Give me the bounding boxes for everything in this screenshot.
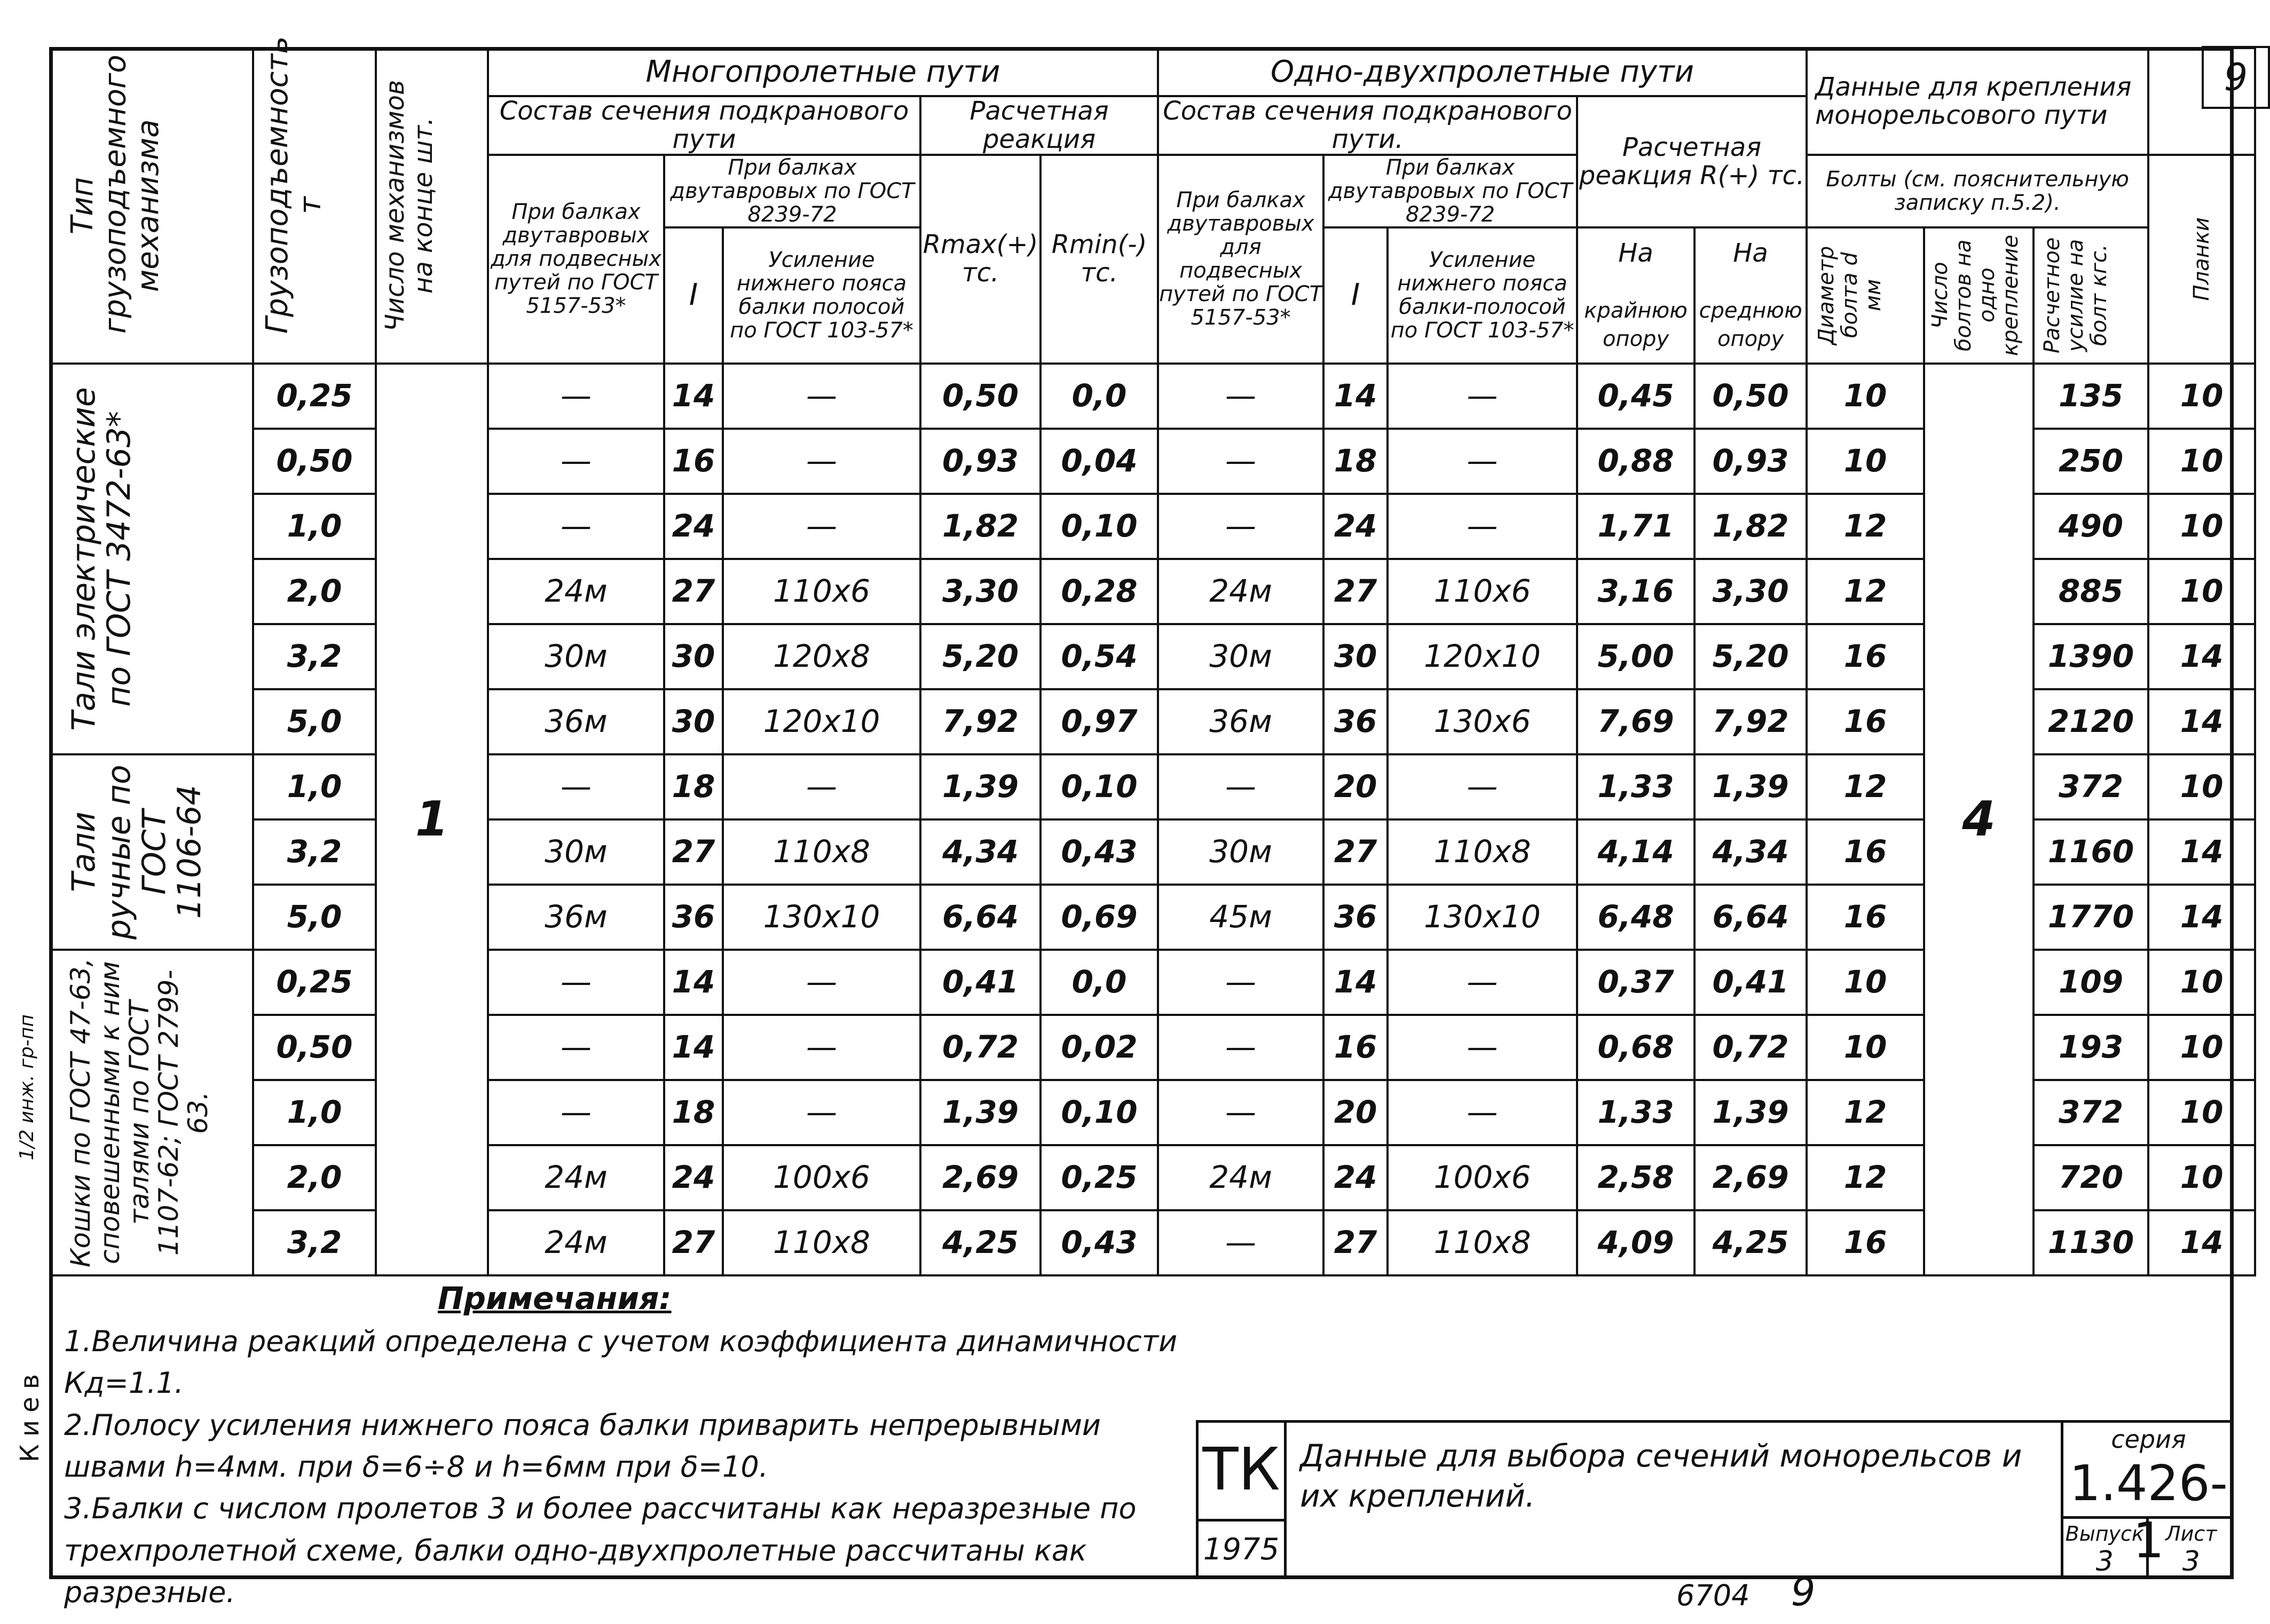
stamp-year: 1975 xyxy=(1196,1519,1287,1578)
header-capacity: Грузоподъемность т xyxy=(253,48,376,364)
data-table xyxy=(49,36,2256,1276)
header-ha1: На крайнюю опору xyxy=(1577,227,1694,364)
sheet-number: 9 xyxy=(2202,46,2270,109)
count-value: 1 xyxy=(376,364,488,1275)
header-rmax: Rmax(+) тс. xyxy=(920,155,1041,364)
issue-cell: Выпуск 3 xyxy=(2063,1519,2149,1578)
stamp-title: Данные для выбора сечений монорельсов и их креплений. xyxy=(1300,1438,2022,1515)
group-label-trolley: Кошки по ГОСТ 47-63, сповешенными к ним талями по ГОСТ 1107-62; ГОСТ 2799-63. xyxy=(50,950,253,1275)
series-block xyxy=(2061,1423,2234,1578)
header-reaction2: Расчетная реакция R(+) тс. xyxy=(1577,96,1807,227)
header-count: Число механизмов на конце шт. xyxy=(376,48,488,364)
header-sostav2: Состав сечения подкранового пути. xyxy=(1158,96,1577,155)
footer-code: 6704 xyxy=(1676,1579,1750,1612)
header-nbolts: Число болтов на одно крепление xyxy=(1924,227,2033,364)
group-label-manual: Тали ручные по ГОСТ 1106-64 xyxy=(50,754,253,950)
header-multi: Многопролетные пути xyxy=(488,48,1158,96)
note-1: 1.Величина реакций определена с учетом коэффициента динамичности Кд=1.1. xyxy=(64,1325,1178,1400)
header-beam-i2: I xyxy=(1323,227,1388,364)
footer-page: 9 xyxy=(1791,1570,1816,1614)
header-usilenie2: Усиление нижнего пояса балки-полосой по ГОСТ 103-57* xyxy=(1388,227,1577,364)
header-usilenie: Усиление нижнего пояса балки полосой по ГОСТ 103-57* xyxy=(723,227,920,364)
header-beam-i: I xyxy=(664,227,723,364)
header-fixing: Данные для крепления монорельсового пути 9 xyxy=(1807,48,2148,155)
table-row: Тали ручные по ГОСТ 1106-64 1,0 — 18 — 1,39 0,10 — 20 — 1,33 1,39 12 372 10 xyxy=(50,754,2255,819)
sheet-cell: Лист 3 xyxy=(2165,1522,2217,1578)
series-label: серия xyxy=(2111,1425,2186,1454)
side-city: Киев xyxy=(15,1367,45,1463)
header-single: Одно-двухпролетные пути xyxy=(1158,48,1807,96)
table-row: 5,0 36м 36 130x10 6,64 0,69 45м 36 130x10 6,48 6,64 16 1770 14 xyxy=(50,885,2255,950)
table-row: 1,0 — 24 — 1,82 0,10 — 24 — 1,71 1,82 12 490 10 xyxy=(50,494,2255,559)
header-bolts: Болты (см. пояснительную записку п.5.2). xyxy=(1807,155,2148,227)
header-force: Расчетное усилие на болт кгс. xyxy=(2033,227,2148,364)
header-sub-a2: При балках двутавровых для подвесных путей по ГОСТ 5157-53* xyxy=(1158,155,1323,364)
header-sub-b: При балках двутавровых по ГОСТ 8239-72 xyxy=(664,155,920,227)
side-signature: 1/2 инж. гр-пп xyxy=(16,1014,38,1161)
table-row: 2,0 24м 24 100x6 2,69 0,25 24м 24 100x6 2,58 2,69 12 720 10 xyxy=(50,1145,2255,1210)
notes-block xyxy=(64,1276,1196,1613)
table-row: 0,50 — 14 — 0,72 0,02 — 16 — 0,68 0,72 10 193 10 xyxy=(50,1015,2255,1080)
header-diam: Диаметр болта d мм xyxy=(1807,227,1924,364)
table-row: 3,2 24м 27 110x8 4,25 0,43 — 27 110x8 4,09 4,25 16 1130 14 xyxy=(50,1210,2255,1275)
note-3: 3.Балки с числом пролетов 3 и более рассчитаны как неразрезные по трехпролетной схеме, балки одно-двухпролетные рассчитаны как разрезные. xyxy=(64,1492,1137,1609)
footer xyxy=(1676,1570,1815,1614)
note-2: 2.Полосу усиления нижнего пояса балки приварить непрерывными швами h=4мм. при δ=6÷8 и h=6мм при δ=10. xyxy=(64,1408,1101,1484)
header-sub-b2: При балках двутавровых по ГОСТ 8239-72 xyxy=(1323,155,1577,227)
stamp-tk: ТК xyxy=(1196,1423,1287,1519)
header-ha2: На среднюю опору xyxy=(1694,227,1807,364)
table-row: Кошки по ГОСТ 47-63, сповешенными к ним талями по ГОСТ 1107-62; ГОСТ 2799-63. 0,25 — 14 — 0,41 0,0 — 14 — 0,37 0,41 10 109 10 xyxy=(50,950,2255,1015)
header-sub-a: При балках двутавровых для подвесных путей по ГОСТ 5157-53* xyxy=(488,155,664,364)
bolts-count: 4 xyxy=(1924,364,2033,1275)
table-row: 1,0 — 18 — 1,39 0,10 — 20 — 1,33 1,39 12 372 10 xyxy=(50,1080,2255,1145)
header-reaction: Расчетная реакция xyxy=(920,96,1158,155)
table-row: 5,0 36м 30 120x10 7,92 0,97 36м 36 130x6 7,69 7,92 16 2120 14 xyxy=(50,689,2255,754)
header-sostav: Состав сечения подкранового пути xyxy=(488,96,920,155)
notes-title: Примечания: xyxy=(438,1280,672,1316)
header-plank: Планки xyxy=(2148,155,2255,364)
table-row: 0,50 — 16 — 0,93 0,04 — 18 — 0,88 0,93 10 250 10 xyxy=(50,429,2255,494)
series-value: 1.426-1 xyxy=(2069,1455,2228,1569)
table-row: 2,0 24м 27 110x6 3,30 0,28 24м 27 110x6 3,16 3,30 12 885 10 xyxy=(50,559,2255,624)
table-row: Тали электрические по ГОСТ 3472-63* 0,25 1 — 14 — 0,50 0,0 — 14 — 0,45 0,50 10 4 135 10 xyxy=(50,364,2255,429)
table-row: 3,2 30м 27 110x8 4,34 0,43 30м 27 110x8 4,14 4,34 16 1160 14 xyxy=(50,819,2255,885)
title-block xyxy=(1196,1420,2234,1578)
group-label-electric: Тали электрические по ГОСТ 3472-63* xyxy=(50,364,253,754)
table-row: 3,2 30м 30 120x8 5,20 0,54 30м 30 120x10 5,00 5,20 16 1390 14 xyxy=(50,624,2255,689)
header-rmin: Rmin(-) тс. xyxy=(1041,155,1158,364)
header-type: Тип грузоподъемного механизма xyxy=(50,48,253,364)
